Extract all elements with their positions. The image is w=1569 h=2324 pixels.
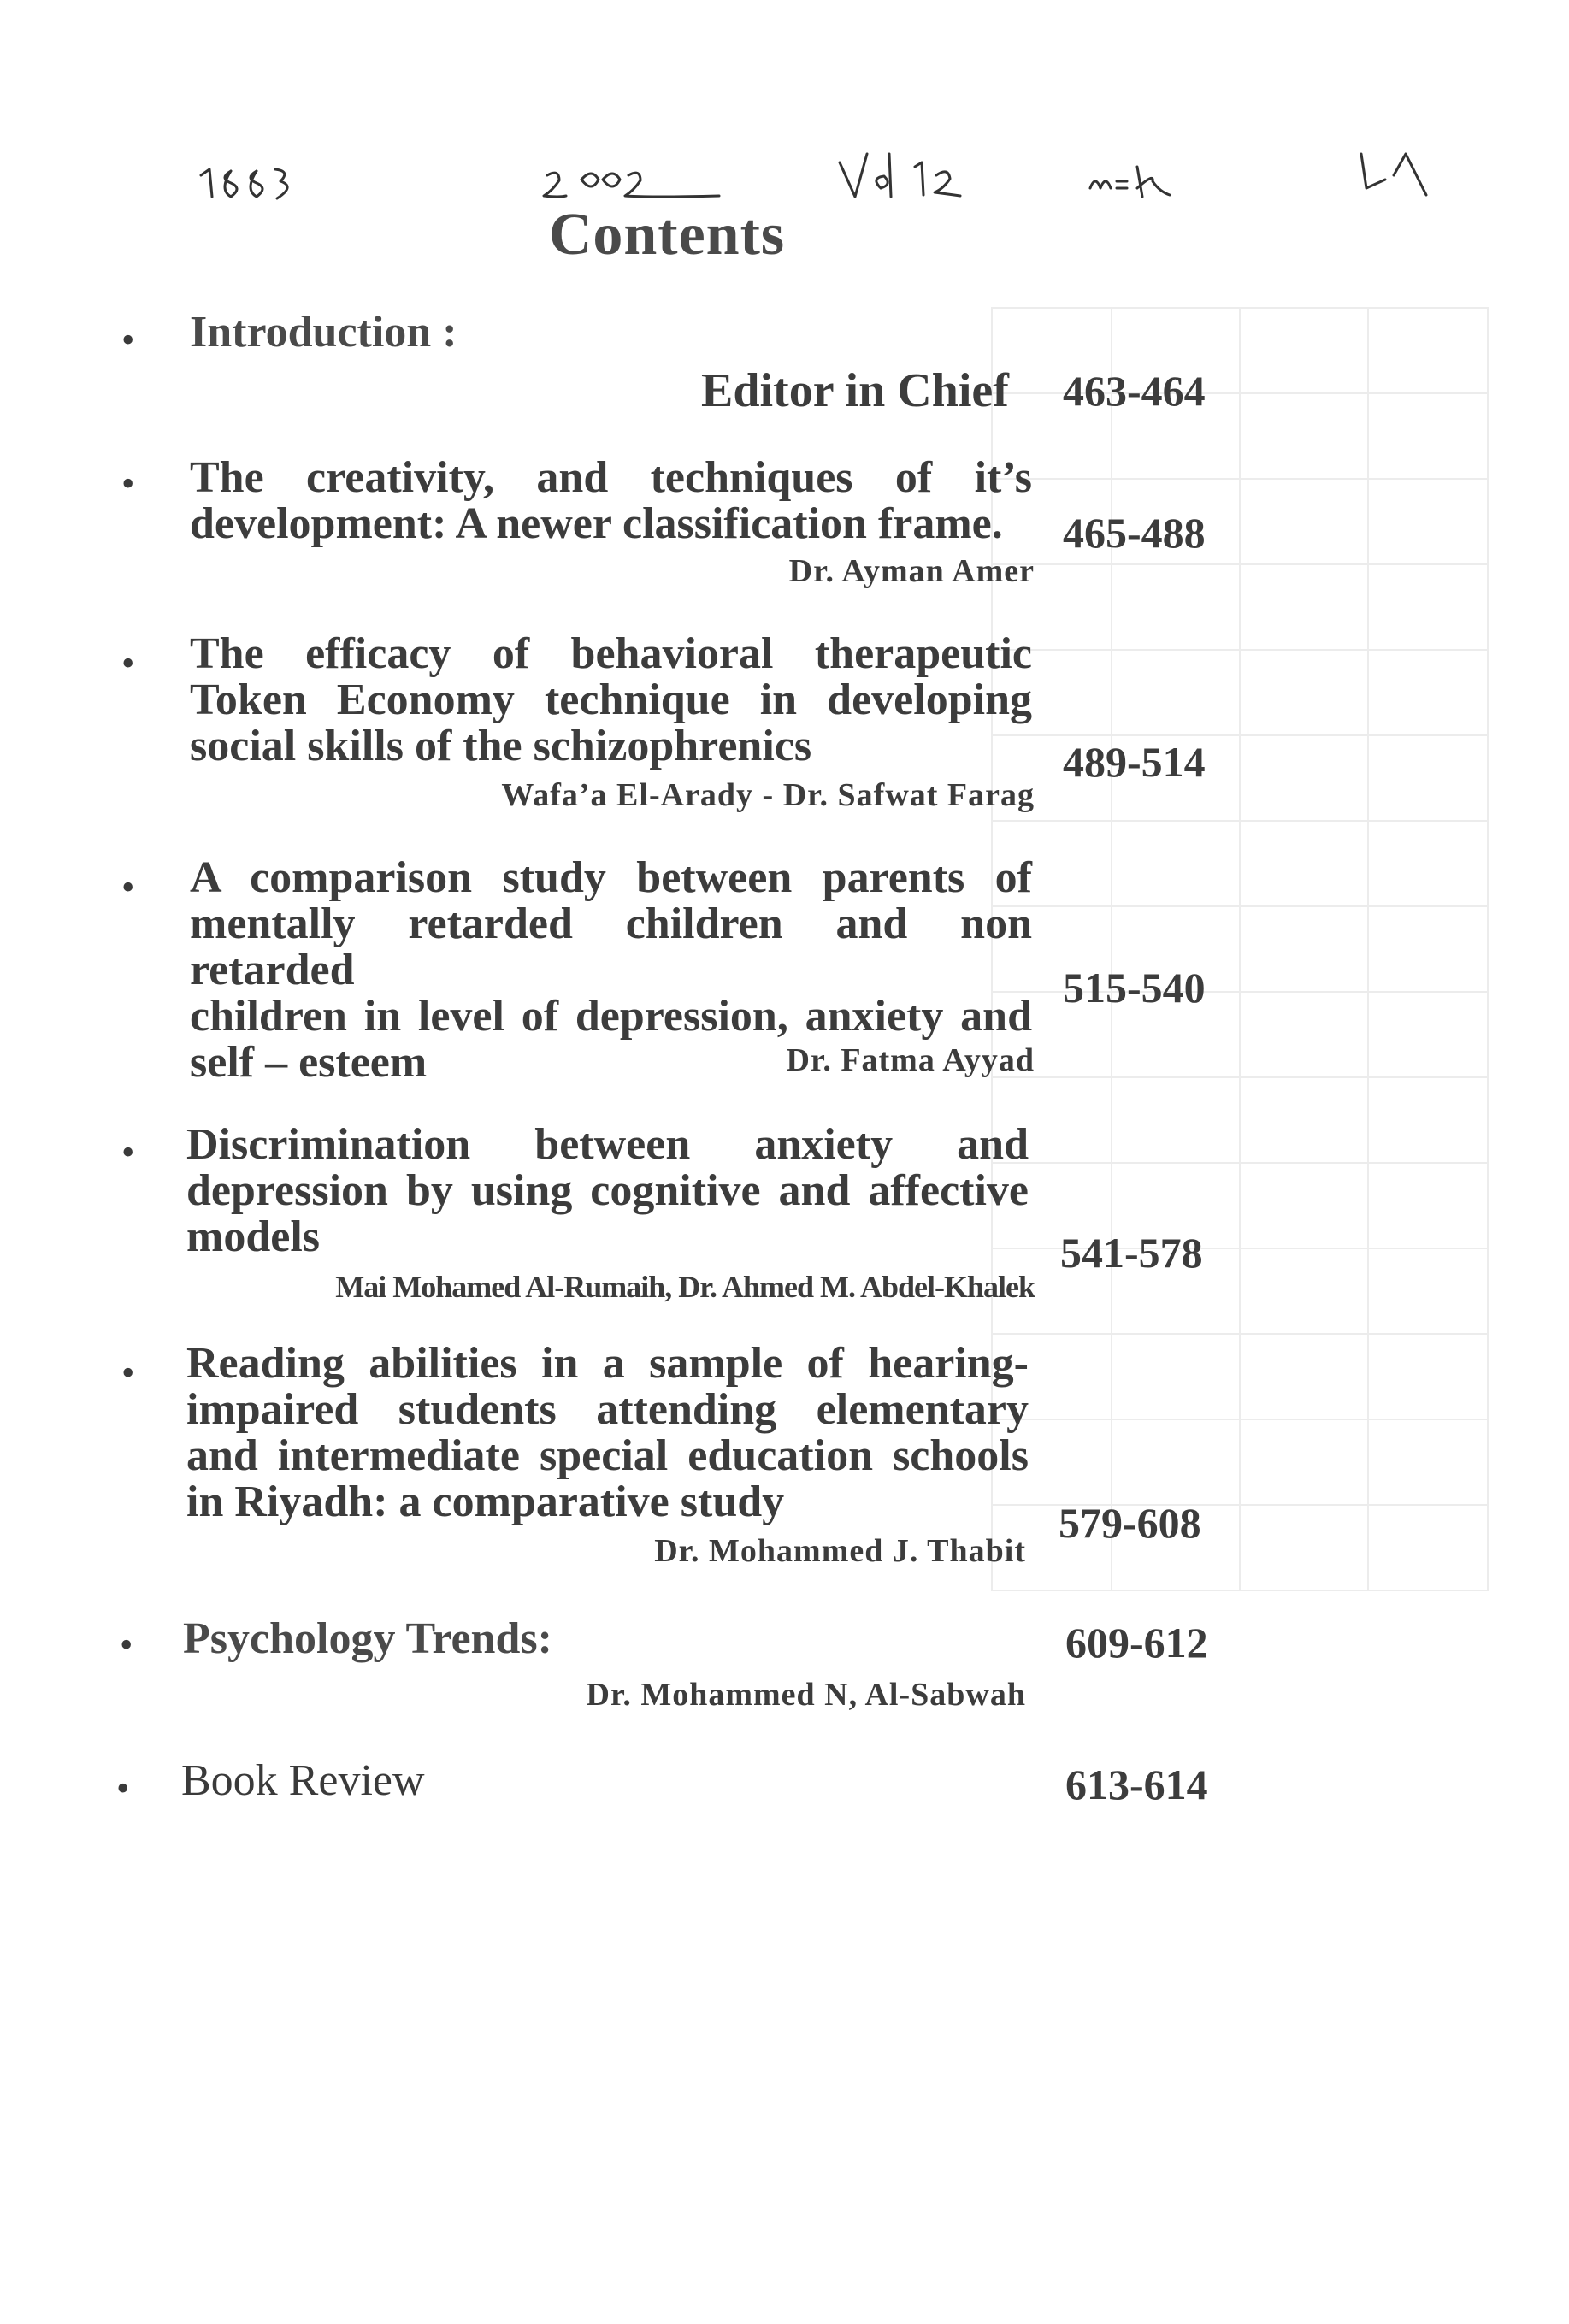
entry-title-line: development: A newer classification frame. [190,499,1003,548]
entry-author: Dr. Ayman Amer [788,553,1035,589]
page-title: Contents [548,202,786,268]
entry-title-line: and intermediate special education schools [186,1431,1029,1480]
entry-title [186,1122,1029,1260]
bullet: • [121,866,135,908]
handwriting-annotation-3 [840,154,960,197]
entry-title-line: Reading abilities in a sample of hearing- [186,1339,1029,1388]
handwriting-annotation-5 [1361,154,1426,195]
bullet: • [120,1624,133,1666]
entry-pages: 463-464 [1063,367,1206,415]
entry-author: Dr. Fatma Ayyad [786,1042,1035,1078]
entry-pages: 541-578 [1060,1229,1203,1277]
entry-pages: 609-612 [1065,1619,1208,1666]
entry-pages: 613-614 [1065,1761,1208,1808]
entry-title-line: social skills of the schizophrenics [190,722,812,770]
entry-title-line: depression by using cognitive and affective [186,1166,1029,1215]
bullet: • [116,1767,130,1809]
entry-author: Editor in Chief [701,364,1009,417]
bullet: • [121,642,135,684]
entry-author: Wafa’a El-Arady - Dr. Safwat Farag [501,777,1035,813]
entry-heading: Book Review [181,1756,425,1805]
bullet: • [121,319,135,361]
entry-author: Mai Mohamed Al-Rumaih, Dr. Ahmed M. Abdel-Khalek [335,1270,1035,1304]
entry-author: Dr. Mohammed N, Al-Sabwah [586,1677,1026,1713]
bullet: • [121,463,135,504]
entry-pages: 465-488 [1063,509,1206,557]
entry-title-line: children in level of depression, anxiety and [190,992,1032,1041]
bullet: • [121,1352,135,1394]
entry-title-line: in Riyadh: a comparative study [186,1478,785,1526]
entry-title-line: impaired students attending elementary [186,1385,1029,1434]
entry-author: Dr. Mohammed J. Thabit [654,1533,1026,1569]
entry-title [190,631,1032,770]
entry-heading: Introduction : [190,308,457,357]
entry-pages: 489-514 [1063,738,1206,786]
entry-title-line: models [186,1212,320,1261]
handwriting-annotation-4 [1090,167,1170,197]
entry-title-line: mentally retarded children and non retarded [190,900,1032,994]
entry-title-line: self – esteem [190,1038,428,1087]
entry-heading: Psychology Trends: [183,1614,552,1663]
bullet: • [121,1131,135,1173]
entry-title-line: Token Economy technique in developing [190,675,1032,724]
handwriting-annotation-2 [544,173,719,197]
entry-title-line: Discrimination between anxiety and [186,1120,1029,1169]
show-through-table [983,171,1496,1607]
entry-title [186,1341,1029,1525]
entry-title-line: The creativity, and techniques of it’s [190,453,1032,502]
entry-pages: 579-608 [1059,1499,1201,1547]
handwriting-annotation-1 [201,169,287,198]
entry-pages: 515-540 [1063,964,1206,1012]
entry-title [190,455,1032,547]
entry-title-line: The efficacy of behavioral therapeutic [190,629,1032,678]
entry-title-line: A comparison study between parents of [190,853,1032,902]
